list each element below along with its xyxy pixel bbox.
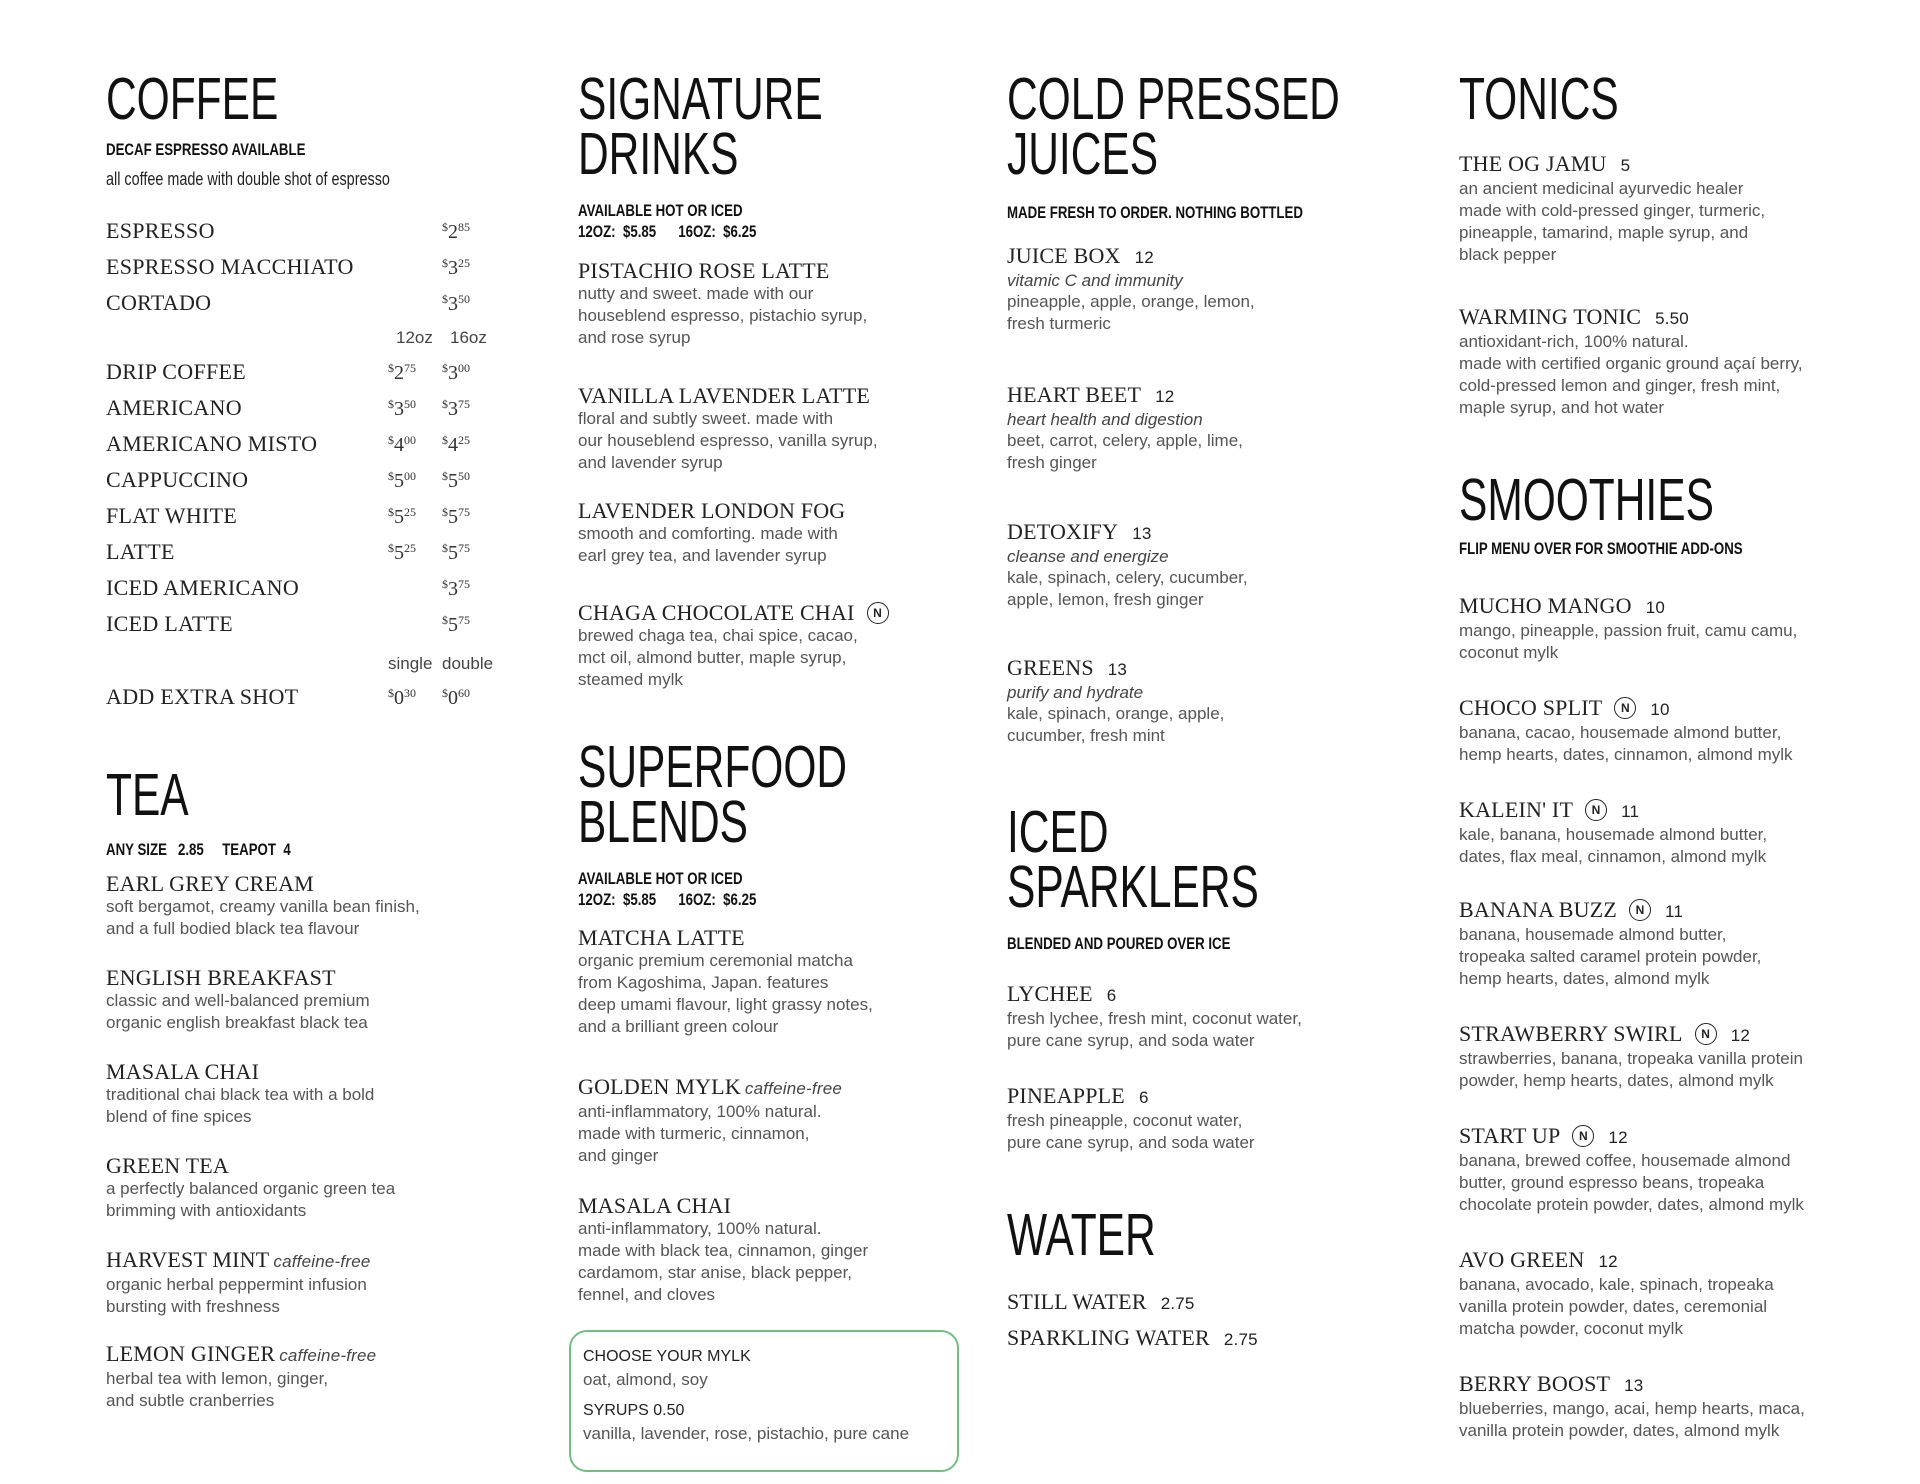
juice-item-description: kale, spinach, celery, cucumber, apple, lemon, fresh ginger [1007,568,1248,609]
smoothie-item [1459,1124,1899,1216]
price-12oz: $^{\$}2^{75}$ [388,361,416,384]
coffee-item-name: FLAT WHITE [106,503,238,528]
smoothie-item [1459,1372,1899,1442]
smoothie-item-description: banana, brewed coffee, housemade almond butter, ground espresso beans, tropeaka chocolate protein powder, dates, almond mylk [1459,1151,1804,1214]
water-item-price: 2.75 [1160,1294,1195,1313]
tea-item [106,1154,526,1222]
sparklers-subtitle: BLENDED AND POURED OVER ICE [1007,934,1231,953]
smoothie-item-description: banana, cacao, housemade almond butter, hemp hearts, dates, cinnamon, almond mylk [1459,723,1793,764]
smoothie-item-description: strawberries, banana, tropeaka vanilla protein powder, hemp hearts, dates, almond mylk [1459,1049,1803,1090]
signature-item [578,384,998,474]
superfood-item-description: anti-inflammatory, 100% natural. made with black tea, cinnamon, ginger cardamom, star anise, black pepper, fennel, and cloves [578,1219,869,1304]
tea-item [106,872,526,940]
extra-shot-double-price: $^{\$}0^{60}$ [442,686,470,709]
juices-heading: COLD PRESSED JUICES [1007,66,1340,187]
superfood-item-name: GOLDEN MYLK [578,1074,741,1099]
superfood-item-name: MASALA CHAI [578,1193,732,1218]
smoothie-item-description: blueberries, mango, acai, hemp hearts, maca, vanilla protein powder, dates, almond mylk [1459,1399,1805,1440]
coffee-sized-item [106,611,496,641]
nut-badge-icon: N [1585,799,1607,821]
water-item-name: SPARKLING WATER [1007,1325,1210,1350]
coffee-item-name: CAPPUCCINO [106,467,249,492]
nut-badge-icon: N [1629,899,1651,921]
juice-item-description: pineapple, apple, orange, lemon, fresh turmeric [1007,292,1255,333]
price-16oz: $^{\$}3^{75}$ [442,577,470,600]
coffee-sized-item [106,575,496,605]
smoothies-section [1459,467,1920,559]
superfood-item [578,926,998,1038]
coffee-sized-item [106,395,496,425]
coffee-sized-item [106,539,496,569]
sparkler-item [1007,982,1427,1052]
juice-item-description: kale, spinach, orange, apple, cucumber, fresh mint [1007,704,1225,745]
smoothie-item-name: MUCHO MANGO [1459,593,1632,618]
signature-item-description: nutty and sweet. made with our houseblend espresso, pistachio syrup, and rose syrup [578,284,868,347]
coffee-heading: COFFEE [106,66,279,132]
tonics-section [1459,66,1681,132]
smoothie-item-price: 13 [1624,1376,1644,1395]
signature-item-description: floral and subtly sweet. made with our houseblend espresso, vanilla syrup, and lavender syrup [578,409,878,472]
sparkler-item-price: 6 [1106,986,1117,1005]
water-item-price: 2.75 [1223,1330,1258,1349]
tea-item [106,1248,526,1318]
smoothie-item-price: 11 [1665,902,1684,921]
coffee-item-name: AMERICANO [106,395,242,420]
price-12oz: $^{\$}4^{00}$ [388,433,416,456]
juice-item-tagline: vitamic C and immunity [1007,271,1183,290]
smoothie-item-description: mango, pineapple, passion fruit, camu camu, coconut mylk [1459,621,1798,662]
sparkler-item-name: LYCHEE [1007,981,1093,1006]
coffee-item [106,218,496,248]
smoothie-item-name: CHOCO SPLIT [1459,695,1603,720]
coffee-sized-item [106,359,496,389]
smoothie-item-price: 11 [1621,802,1640,821]
smoothie-item-name: KALEIN' IT [1459,797,1574,822]
smoothie-item-name: BERRY BOOST [1459,1371,1611,1396]
price-16oz: $^{\$}3^{75}$ [442,397,470,420]
tea-item-name: MASALA CHAI [106,1059,260,1084]
smoothie-item [1459,898,1899,990]
juice-item-tagline: purify and hydrate [1007,683,1144,702]
nut-badge-icon: N [1572,1125,1594,1147]
juice-item [1007,244,1427,335]
signature-item-name: LAVENDER LONDON FOG [578,498,846,523]
sparkler-item-description: fresh pineapple, coconut water, pure cane syrup, and soda water [1007,1111,1255,1152]
coffee-item-name: CORTADO [106,290,212,315]
price-12oz: $^{\$}5^{25}$ [388,541,416,564]
syrups-options: vanilla, lavender, rose, pistachio, pure cane [583,1424,910,1443]
smoothie-item-description: kale, banana, housemade almond butter, dates, flax meal, cinnamon, almond mylk [1459,825,1768,866]
tea-item-description: herbal tea with lemon, ginger, and subtle cranberries [106,1369,329,1410]
shot-header-double: double [442,654,494,673]
sparklers-heading: ICED SPARKLERS [1007,799,1259,920]
coffee-sized-item [106,503,496,533]
price-16oz: $^{\$}3^{00}$ [442,361,470,384]
superfood-item-name: MATCHA LATTE [578,925,745,950]
coffee-item-name: DRIP COFFEE [106,359,247,384]
shot-header-single: single [388,654,433,673]
extra-shot-row [106,684,496,714]
smoothie-item-description: banana, housemade almond butter, tropeaka salted caramel protein powder, hemp hearts, dates, almond mylk [1459,925,1762,988]
juice-item [1007,520,1427,611]
smoothie-item [1459,1248,1899,1340]
coffee-item-name: ICED AMERICANO [106,575,300,600]
tea-item-name: LEMON GINGER [106,1341,276,1366]
tea-item-name: GREEN TEA [106,1153,229,1178]
juice-item-tagline: cleanse and energize [1007,547,1169,566]
signature-item-name: PISTACHIO ROSE LATTE [578,258,830,283]
tonic-item-description: an ancient medicinal ayurvedic healer made with cold-pressed ginger, turmeric, pineapple, tamarind, maple syrup, and black pepper [1459,179,1766,264]
tea-heading: TEA [106,762,189,828]
superfood-item [578,1075,998,1167]
superfood-item-description: organic premium ceremonial matcha from Kagoshima, Japan. features deep umami flavour, light grassy notes, and a brilliant green colour [578,951,873,1036]
extra-shot-single-price: $^{\$}0^{30}$ [388,686,416,709]
water-item-name: STILL WATER [1007,1289,1147,1314]
extra-shot-name: ADD EXTRA SHOT [106,684,299,709]
coffee-sized-item [106,467,496,497]
signature-item-name: CHAGA CHOCOLATE CHAI [578,600,855,625]
smoothie-item [1459,1022,1899,1092]
signature-item [578,601,998,691]
sparkler-item-price: 6 [1138,1088,1149,1107]
juice-item [1007,656,1427,747]
coffee-subtitle: DECAF ESPRESSO AVAILABLE [106,140,306,159]
smoothie-item-name: START UP [1459,1123,1561,1148]
tea-item [106,966,526,1034]
price-12oz: $^{\$}5^{25}$ [388,505,416,528]
water-item [1007,1290,1427,1316]
juice-item-price: 13 [1132,524,1152,543]
superfood-heading: SUPERFOOD BLENDS [578,734,848,855]
price-12oz: $^{\$}3^{50}$ [388,397,416,420]
signature-item-description: smooth and comforting. made with earl grey tea, and lavender syrup [578,524,838,565]
smoothie-item-price: 10 [1645,598,1666,617]
smoothie-item-price: 12 [1730,1026,1751,1045]
smoothie-item-name: STRAWBERRY SWIRL [1459,1021,1683,1046]
signature-item-name: VANILLA LAVENDER LATTE [578,383,871,408]
tonic-item-price: 5 [1620,156,1631,175]
caffeine-free-tag: caffeine-free [273,1252,371,1271]
smoothies-subtitle: FLIP MENU OVER FOR SMOOTHIE ADD-ONS [1459,539,1743,558]
smoothie-item-description: banana, avocado, kale, spinach, tropeaka vanilla protein powder, dates, ceremonial matcha powder, coconut mylk [1459,1275,1774,1338]
syrups-label: SYRUPS 0.50 [583,1402,685,1419]
size-header-16oz: 16oz [450,328,487,347]
juice-item-price: 12 [1155,387,1175,406]
juice-item-name: DETOXIFY [1007,519,1119,544]
mylk-syrup-box [569,1330,959,1472]
coffee-item-name: LATTE [106,539,175,564]
coffee-item-price: $^{\$}3^{25}$ [442,256,470,279]
tea-item-description: classic and well-balanced premium organic english breakfast black tea [106,991,370,1032]
sparkler-item-description: fresh lychee, fresh mint, coconut water, pure cane syrup, and soda water [1007,1009,1302,1050]
price-16oz: $^{\$}5^{75}$ [442,541,470,564]
sparkler-item [1007,1084,1427,1154]
tea-item-description: a perfectly balanced organic green tea brimming with antioxidants [106,1179,396,1220]
coffee-item-name: ESPRESSO MACCHIATO [106,254,354,279]
tea-item [106,1060,526,1128]
superfood-subtitle: AVAILABLE HOT OR ICED 12OZ: $5.85 16OZ: $6.25 [578,869,757,909]
coffee-sized-item [106,431,496,461]
signature-item [578,499,998,567]
signature-item-description: brewed chaga tea, chai spice, cacao, mct oil, almond butter, maple syrup, steamed mylk [578,626,858,689]
coffee-item [106,290,496,320]
coffee-item-name: ICED LATTE [106,611,234,636]
nut-badge-icon: N [867,602,889,624]
tea-item [106,1342,526,1412]
tonic-item [1459,152,1899,266]
sparkler-item-name: PINEAPPLE [1007,1083,1125,1108]
tea-subtitle: ANY SIZE 2.85 TEAPOT 4 [106,840,291,859]
nut-badge-icon: N [1695,1023,1717,1045]
smoothies-heading: SMOOTHIES [1459,467,1714,533]
coffee-item-name: AMERICANO MISTO [106,431,318,456]
price-16oz: $^{\$}5^{75}$ [442,613,470,636]
mylk-options: oat, almond, soy [583,1370,708,1389]
smoothie-item-price: 12 [1598,1252,1618,1271]
tea-item-description: organic herbal peppermint infusion bursting with freshness [106,1275,367,1316]
coffee-note: all coffee made with double shot of espresso [106,169,390,189]
price-16oz: $^{\$}4^{25}$ [442,433,470,456]
tea-item-name: ENGLISH BREAKFAST [106,965,336,990]
juice-item-name: HEART BEET [1007,382,1142,407]
tonic-item-name: THE OG JAMU [1459,151,1607,176]
tea-item-description: soft bergamot, creamy vanilla bean finish, and a full bodied black tea flavour [106,897,420,938]
water-heading: WATER [1007,1202,1156,1268]
coffee-item [106,254,496,284]
tonics-heading: TONICS [1459,66,1619,132]
signature-item [578,259,998,349]
tea-item-name: HARVEST MINT [106,1247,270,1272]
superfood-item [578,1194,998,1306]
juices-subtitle: MADE FRESH TO ORDER. NOTHING BOTTLED [1007,203,1303,222]
smoothie-item-name: BANANA BUZZ [1459,897,1618,922]
tonic-item [1459,305,1899,419]
caffeine-free-tag: caffeine-free [744,1079,843,1098]
coffee-item-price: $^{\$}2^{85}$ [442,220,470,243]
tea-item-name: EARL GREY CREAM [106,871,314,896]
juice-item-name: GREENS [1007,655,1094,680]
tonic-item-description: antioxidant-rich, 100% natural. made with certified organic ground açaí berry, cold-pressed lemon and ginger, fresh mint, maple syrup, and hot water [1459,332,1803,417]
smoothie-item-price: 12 [1608,1128,1628,1147]
smoothie-item-price: 10 [1650,700,1670,719]
superfood-item-description: anti-inflammatory, 100% natural. made with turmeric, cinnamon, and ginger [578,1102,822,1165]
juice-item-price: 13 [1107,660,1128,679]
tonic-item-price: 5.50 [1655,309,1689,328]
smoothie-item-name: AVO GREEN [1459,1247,1585,1272]
water-item [1007,1326,1427,1352]
mylk-label: CHOOSE YOUR MYLK [583,1348,751,1365]
price-16oz: $^{\$}5^{50}$ [442,469,470,492]
tonic-item-name: WARMING TONIC [1459,304,1642,329]
juice-item-price: 12 [1134,248,1154,267]
coffee-item-name: ESPRESSO [106,218,215,243]
price-16oz: $^{\$}5^{75}$ [442,505,470,528]
signature-heading: SIGNATURE DRINKS [578,66,823,187]
smoothie-item [1459,594,1899,664]
smoothie-item [1459,696,1899,766]
juice-item-name: JUICE BOX [1007,243,1121,268]
smoothie-item [1459,798,1899,868]
caffeine-free-tag: caffeine-free [279,1346,377,1365]
juice-item-tagline: heart health and digestion [1007,410,1203,429]
size-header-12oz: 12oz [396,328,433,347]
signature-subtitle: AVAILABLE HOT OR ICED 12OZ: $5.85 16OZ: $6.25 [578,201,757,241]
nut-badge-icon: N [1614,697,1636,719]
price-12oz: $^{\$}5^{00}$ [388,469,416,492]
tea-item-description: traditional chai black tea with a bold blend of fine spices [106,1085,375,1126]
coffee-item-price: $^{\$}3^{50}$ [442,292,470,315]
water-section [1007,1202,1213,1268]
juice-item-description: beet, carrot, celery, apple, lime, fresh ginger [1007,431,1243,472]
juice-item [1007,383,1427,474]
